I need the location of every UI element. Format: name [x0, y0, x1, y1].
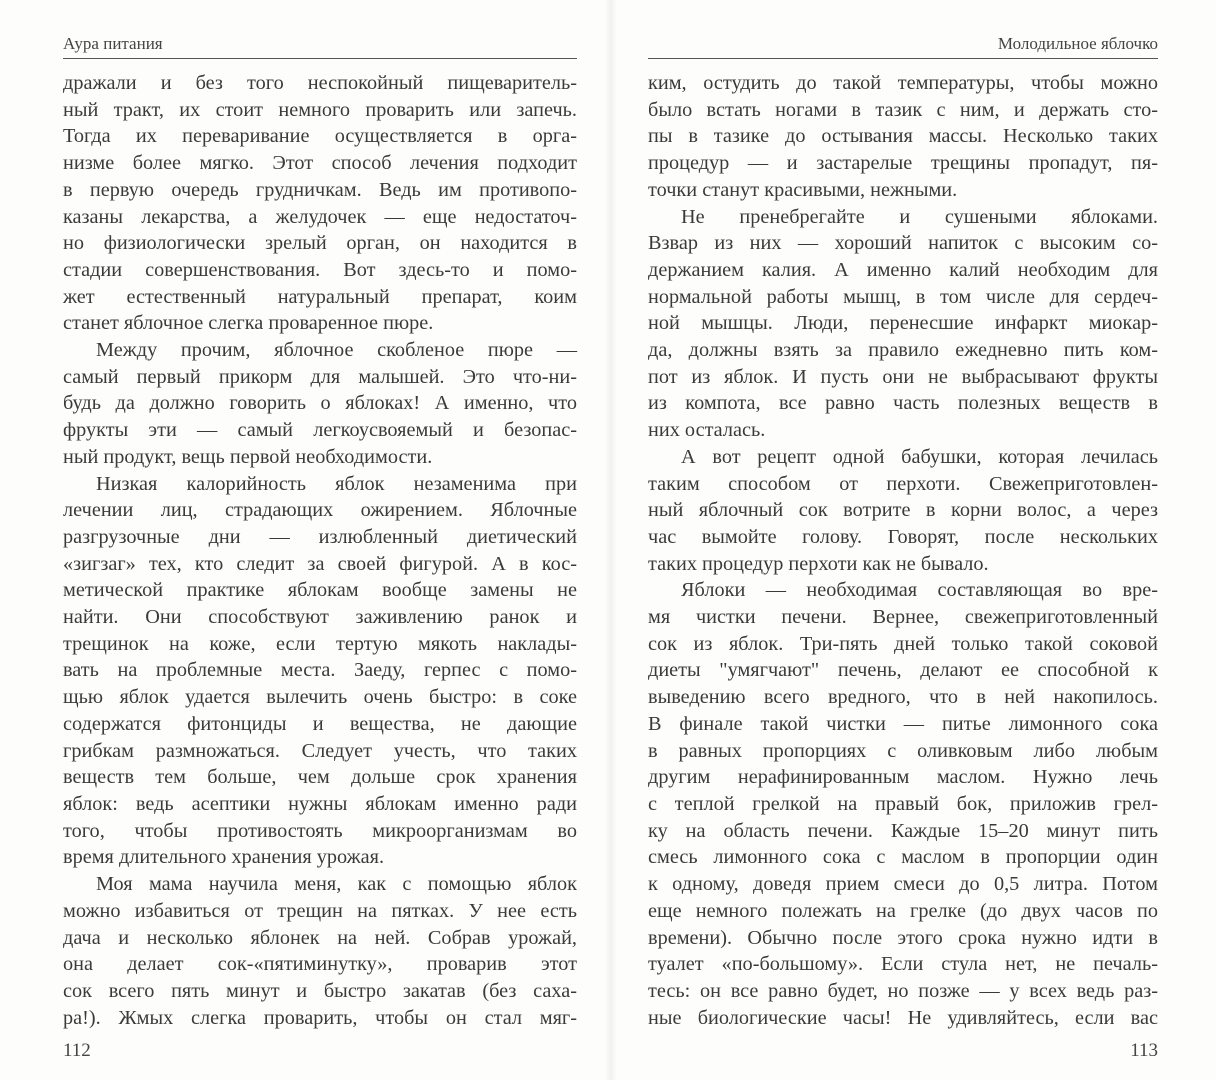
text-line: таким способом от перхоти. Свежеприготовлен- [648, 472, 1158, 495]
text-line: казаны лекарства, а желудочек — еще недостаточ- [63, 205, 577, 228]
text-line: Между прочим, яблочное скобленое пюре — [96, 339, 577, 362]
text-line: можно избавиться от трещин на пятках. У нее есть [63, 899, 577, 922]
text-line: к одному, доведя прием смеси до 0,5 литра. Потом [648, 873, 1158, 896]
text-line: лечении лиц, страдающих ожирением. Яблочные [63, 499, 577, 522]
text-line: другим нерафинированным маслом. Нужно лечь [648, 766, 1158, 789]
text-line: содержатся фитонциды и вещества, не дающие [63, 712, 577, 735]
text-line: с теплой грелкой на правый бок, приложив грел- [648, 792, 1158, 815]
text-line: вать на проблемные места. Заеду, герпес с помо- [63, 659, 577, 682]
text-line: ной мышцы. Люди, перенесшие инфаркт миокар- [648, 312, 1158, 335]
text-line: того, чтобы противостоять микроорганизмам во [63, 819, 577, 842]
text-line: ный тракт, их стоит немного проварить или запечь. [63, 98, 577, 121]
text-line: грибкам размножаться. Следует учесть, что таких [63, 739, 577, 762]
text-line: Яблоки — необходимая составляющая во вре- [681, 579, 1158, 602]
text-line: нормальной работы мышц, в том числе для сердеч- [648, 285, 1158, 308]
text-line: В финале такой чистки — питье лимонного сока [648, 712, 1158, 735]
text-line: А вот рецепт одной бабушки, которая лечилась [681, 445, 1158, 468]
text-line: фрукты эти — самый легкоусвояемый и безопас- [63, 419, 577, 442]
text-line: Взвар из них — хороший напиток с высоким со- [648, 232, 1158, 255]
text-line: стадии совершенствования. Вот здесь-то и помо- [63, 258, 577, 281]
text-line: в первую очередь грудничкам. Ведь им противопо- [63, 178, 577, 201]
text-line: дача и несколько яблонек на ней. Собрав урожай, [63, 926, 577, 949]
text-line: диеты "умягчают" печень, делают ее способной к [648, 659, 1158, 682]
text-line: яблок: ведь асептики нужны яблокам именно ради [63, 792, 577, 815]
text-line: в равных пропорциях с оливковым либо любым [648, 739, 1158, 762]
text-line: ные биологические часы! Не удивляйтесь, если вас [648, 1006, 1158, 1029]
text-line: жет естественный натуральный препарат, коим [63, 285, 577, 308]
text-line: еще немного полежать на грелке (до двух часов по [648, 899, 1158, 922]
text-line: веществ тем больше, чем дольше срок хранения [63, 766, 577, 789]
text-line: таких процедур перхоти как не бывало. [648, 552, 989, 575]
text-line: сок всего пять минут и быстро закатав (без саха- [63, 979, 577, 1002]
text-line: Моя мама научила меня, как с помощью яблок [96, 873, 577, 896]
text-line: времени). Обычно после этого срока нужно идти в [648, 926, 1158, 949]
page-number: 113 [1130, 1040, 1158, 1062]
text-line: дражали и без того неспокойный пищеваритель- [63, 72, 577, 94]
text-line: точки станут красивыми, нежными. [648, 178, 958, 201]
text-line: ный яблочный сок вотрите в корни волос, а через [648, 499, 1158, 522]
text-line: процедур — и застарелые трещины пропадут, пя- [648, 152, 1158, 175]
text-line: туалет «по-большому». Если стула нет, не печаль- [648, 953, 1158, 976]
right-page [648, 0, 1158, 1063]
header-rule [63, 58, 577, 59]
text-line: низме более мягко. Этот способ лечения подходит [63, 152, 577, 175]
text-line: разгрузочные дни — излюбленный диетический [63, 525, 577, 548]
text-line: ра!). Жмых слегка проварить, чтобы он стал мяг- [63, 1006, 577, 1029]
text-line: было встать ногами в тазик с ним, и держать сто- [648, 98, 1158, 121]
left-page [63, 0, 577, 1063]
text-line: трещинок на коже, если тертую мякоть наклады- [63, 632, 577, 655]
text-line: Не пренебрегайте и сушеными яблоками. [681, 205, 1158, 228]
text-line: ку на область печени. Каждые 15–20 минут пить [648, 819, 1158, 842]
text-line: станет яблочное слегка проваренное пюре. [63, 312, 434, 335]
header-rule [648, 58, 1158, 59]
page-number: 112 [63, 1040, 91, 1062]
text-line: будь да должно говорить о яблоках! А именно, что [63, 392, 577, 415]
text-line: них осталась. [648, 419, 766, 442]
text-line: держанием калия. А именно калий необходим для [648, 258, 1158, 281]
text-line: ный продукт, вещь первой необходимости. [63, 445, 433, 468]
running-header: Молодильное яблочко [997, 34, 1158, 53]
text-line: смесь лимонного сока с маслом в пропорции один [648, 846, 1158, 869]
text-line: тесь: он все равно будет, но позже — у всех ведь раз- [648, 979, 1158, 1002]
book-gutter-shadow [605, 0, 617, 1080]
text-line: самый первый прикорм для малышей. Это что-ни- [63, 365, 577, 388]
text-line: Тогда их переваривание осуществляется в орга- [63, 125, 577, 148]
text-line: щью яблок удается вылечить очень быстро: в соке [63, 686, 577, 709]
text-line: пы в тазике до остывания массы. Несколько таких [648, 125, 1158, 148]
page-body [63, 70, 577, 1031]
text-line: ким, остудить до такой температуры, чтобы можно [648, 72, 1158, 94]
text-line: мя чистки печени. Вернее, свежеприготовленный [648, 606, 1158, 629]
text-line: из компота, все равно часть полезных веществ в [648, 392, 1158, 415]
text-line: выведению всего вредного, что в ней накопилось. [648, 686, 1158, 709]
text-line: но физиологически зрелый орган, он находится в [63, 232, 577, 255]
text-line: найти. Они способствуют заживлению ранок и [63, 606, 577, 629]
text-line: да, должны взять за правило ежедневно пить ком- [648, 339, 1158, 362]
text-line: час вымойте голову. Говорят, после нескольких [648, 525, 1158, 548]
text-line: пот из яблок. И пусть они не выбрасывают фрукты [648, 365, 1158, 388]
text-line: время длительного хранения урожая. [63, 846, 385, 869]
running-header: Аура питания [63, 34, 163, 53]
text-line: «зигзаг» тех, кто следит за своей фигурой. А в кос- [63, 552, 577, 575]
text-line: она делает сок-«пятиминутку», проварив этот [63, 953, 577, 976]
text-line: метической практике яблокам вообще замены не [63, 579, 577, 602]
page-body [648, 70, 1158, 1031]
text-line: Низкая калорийность яблок незаменима при [96, 472, 577, 495]
text-line: сок из яблок. Три-пять дней только такой соковой [648, 632, 1158, 655]
